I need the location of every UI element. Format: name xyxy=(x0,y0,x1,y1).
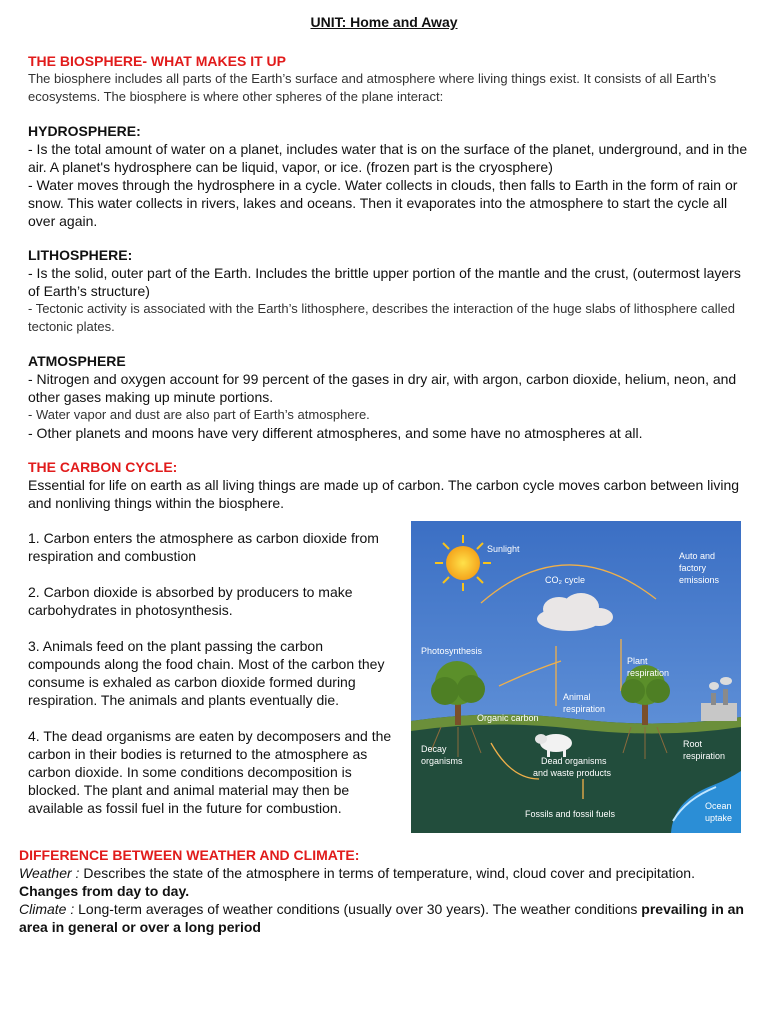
label-auto-2: factory xyxy=(679,563,707,573)
atmosphere-line-3: - Other planets and moons have very different atmospheres, and some have no atmospheres at all. xyxy=(28,425,643,441)
lithosphere-heading: LITHOSPHERE: xyxy=(28,247,133,263)
carbon-step-2: 2. Carbon dioxide is absorbed by producers to make carbohydrates in photosynthesis. xyxy=(28,584,353,618)
label-animal-2: respiration xyxy=(563,704,606,714)
label-root-2: respiration xyxy=(683,751,726,761)
carbon-cycle-diagram xyxy=(411,521,741,833)
weather-climate-heading: DIFFERENCE BETWEEN WEATHER AND CLIMATE: xyxy=(19,847,360,863)
lithosphere-line-2: - Tectonic activity is associated with the Earth’s lithosphere, describes the interaction of the huge slabs of lithosphere called tectonic plates. xyxy=(28,301,735,334)
climate-term: Climate : xyxy=(19,901,75,917)
label-plant-1: Plant xyxy=(627,656,648,666)
atmosphere-line-2: - Water vapor and dust are also part of Earth’s atmosphere. xyxy=(28,407,370,422)
label-fossils: Fossils and fossil fuels xyxy=(525,809,616,819)
carbon-step-4: 4. The dead organisms are eaten by decomposers and the carbon in their bodies is returned to the atmosphere as carbon dioxide. In some conditions decomposition is blocked. The plant and animal material may then be available as fossil fuel in the future for combustion. xyxy=(28,728,392,816)
weather-bold-note: Changes from day to day. xyxy=(19,883,190,899)
label-sunlight: Sunlight xyxy=(487,544,520,554)
atmosphere-line-1: - Nitrogen and oxygen account for 99 percent of the gases in dry air, with argon, carbon dioxide, helium, neon, and other gases making up minute portions. xyxy=(28,371,737,405)
label-auto-3: emissions xyxy=(679,575,720,585)
label-organic-carbon: Organic carbon xyxy=(477,713,539,723)
label-dead-1: Dead organisms xyxy=(541,756,607,766)
biosphere-text: The biosphere includes all parts of the Earth’s surface and atmosphere where living things exist. It consists of all Earth’s ecosystems. The biosphere is where other spheres of the plane interact: xyxy=(28,71,717,104)
atmosphere-section xyxy=(28,352,750,442)
label-plant-2: respiration xyxy=(627,668,670,678)
label-decay-1: Decay xyxy=(421,744,447,754)
lithosphere-section xyxy=(28,246,750,336)
weather-def-text: Describes the state of the atmosphere in terms of temperature, wind, cloud cover and precipitation. xyxy=(79,865,695,881)
climate-bold-note: prevailing in an area in general or over a long period xyxy=(19,901,744,935)
hydrosphere-line-1: - Is the total amount of water on a planet, includes water that is on the surface of the planet, underground, and in the air. A planet's hydrosphere can be liquid, vapor, or ice. (frozen part is the cryosphere) xyxy=(28,141,748,175)
carbon-cycle-steps xyxy=(28,529,398,835)
carbon-step-3: 3. Animals feed on the plant passing the carbon compounds along the food chain. Most of the carbon they consume is exhaled as carbon dioxide formed during respiration. The animals and plants eventually die. xyxy=(28,638,385,708)
carbon-cycle-section xyxy=(28,458,750,512)
carbon-cycle-intro: Essential for life on earth as all living things are made up of carbon. The carbon cycle moves carbon between living and nonliving things within the biosphere. xyxy=(28,477,740,511)
label-photosynthesis: Photosynthesis xyxy=(421,646,483,656)
climate-def-text: Long-term averages of weather conditions (usually over 30 years). The weather conditions xyxy=(74,901,642,917)
label-co2-cycle: CO₂ cycle xyxy=(545,575,585,585)
hydrosphere-line-2: - Water moves through the hydrosphere in a cycle. Water collects in clouds, then falls to Earth in the form of rain or snow. This water collects in rivers, lakes and oceans. Then it evaporates into the atmosphere to start the cycle all over again. xyxy=(28,177,738,229)
label-dead-2: and waste products xyxy=(533,768,612,778)
weather-term: Weather : xyxy=(19,865,80,881)
label-ocean-1: Ocean xyxy=(705,801,732,811)
carbon-cycle-heading: THE CARBON CYCLE: xyxy=(28,459,178,475)
label-decay-2: organisms xyxy=(421,756,463,766)
biosphere-heading: THE BIOSPHERE- WHAT MAKES IT UP xyxy=(28,53,286,69)
biosphere-section xyxy=(28,52,750,106)
hydrosphere-heading: HYDROSPHERE: xyxy=(28,123,141,139)
label-animal-1: Animal xyxy=(563,692,591,702)
climate-definition xyxy=(19,900,749,936)
atmosphere-heading: ATMOSPHERE xyxy=(28,353,126,369)
label-root-1: Root xyxy=(683,739,703,749)
weather-definition xyxy=(19,864,749,882)
label-ocean-2: uptake xyxy=(705,813,733,823)
hydrosphere-section xyxy=(28,122,750,230)
lithosphere-line-1: - Is the solid, outer part of the Earth. Includes the brittle upper portion of the mantle and the crust, (outermost layers of Earth’s structure) xyxy=(28,265,741,299)
page-title: UNIT: Home and Away xyxy=(310,14,458,30)
carbon-step-1: 1. Carbon enters the atmosphere as carbon dioxide from respiration and combustion xyxy=(28,530,379,564)
label-auto-1: Auto and xyxy=(679,551,716,561)
weather-climate-section xyxy=(19,846,749,936)
